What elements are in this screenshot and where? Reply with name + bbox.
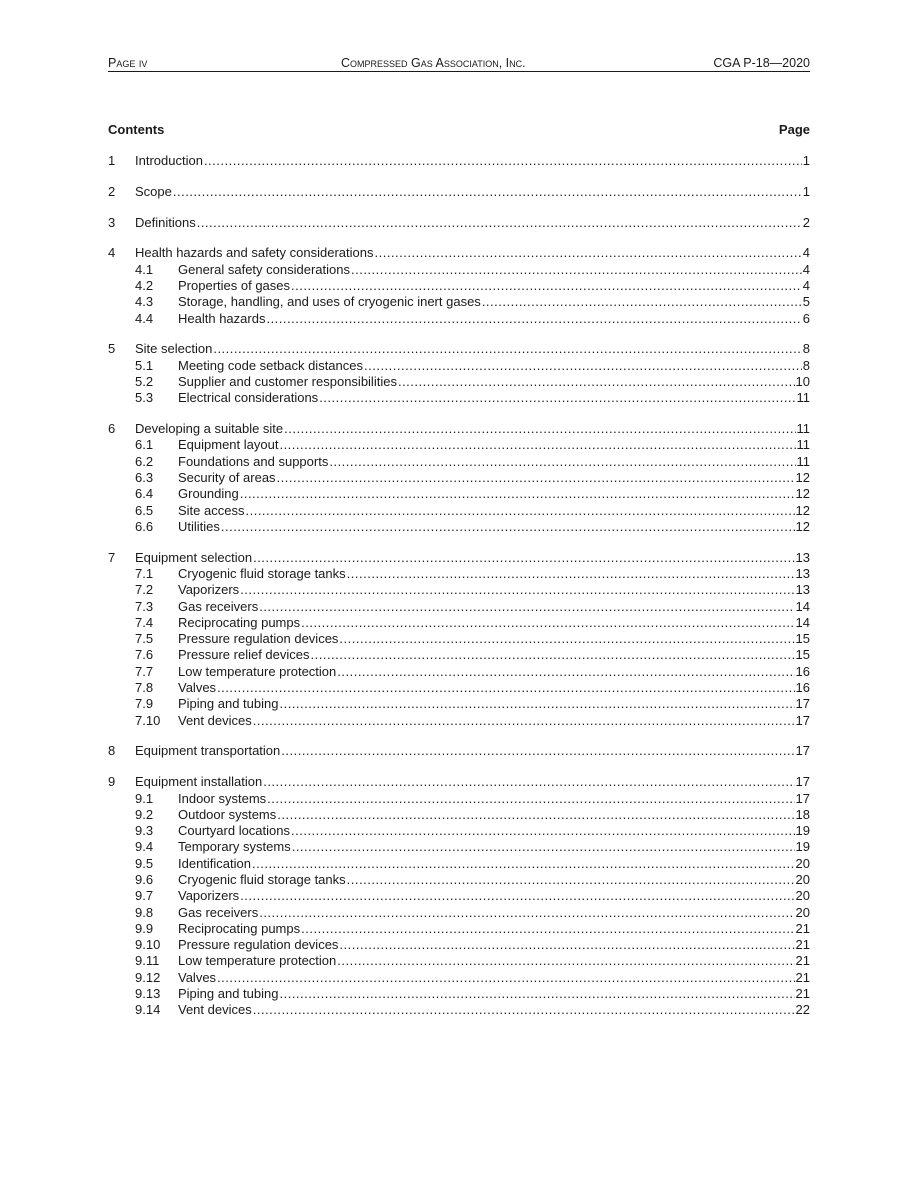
dot-leader: [266, 311, 801, 327]
header-publisher: Compressed Gas Association, Inc.: [341, 56, 526, 70]
toc-subentry[interactable]: [108, 921, 810, 937]
toc-subentry[interactable]: [108, 390, 810, 406]
section-title: Definitions: [135, 214, 196, 230]
toc-section-group: [108, 184, 810, 200]
section-title: Cryogenic fluid storage tanks: [178, 871, 346, 887]
entry-line: [178, 503, 810, 519]
section-number: 5.1: [135, 357, 154, 373]
page-number: 21: [795, 986, 810, 1002]
section-number: 1: [108, 153, 116, 168]
dot-leader: [339, 937, 794, 953]
page-number: 17: [795, 696, 810, 712]
section-title: Pressure regulation devices: [178, 937, 339, 953]
page-number: 5: [802, 294, 810, 310]
page-number: 20: [795, 888, 810, 904]
toc-subentry[interactable]: [108, 519, 810, 535]
section-title: Pressure relief devices: [178, 647, 310, 663]
page-number: 21: [795, 969, 810, 985]
dot-leader: [253, 1002, 795, 1018]
dot-leader: [245, 503, 794, 519]
section-title: Gas receivers: [178, 904, 259, 920]
section-number: 5.2: [135, 373, 154, 389]
entry-line: [135, 184, 810, 200]
page-number: 10: [795, 373, 810, 389]
toc-subentry[interactable]: [108, 294, 810, 310]
page-number: 4: [802, 245, 810, 261]
section-title: Health hazards: [178, 310, 266, 326]
section-title: Equipment installation: [135, 774, 263, 790]
section-number: 9.1: [135, 790, 154, 806]
section-title: Grounding: [178, 486, 239, 502]
page-number: 6: [802, 310, 810, 326]
dot-leader: [279, 437, 795, 453]
section-title: Vent devices: [178, 1002, 252, 1018]
page-number: 12: [795, 486, 810, 502]
header-document-id: CGA P-18—2020: [713, 56, 810, 70]
dot-leader: [291, 823, 795, 839]
entry-line: [178, 374, 810, 390]
toc-subentry[interactable]: [108, 970, 810, 986]
page-number: 4: [802, 261, 810, 277]
entry-line: [178, 953, 810, 969]
toc-section-group: [108, 550, 810, 729]
page-number: 11: [796, 390, 810, 406]
section-title: Gas receivers: [178, 598, 259, 614]
section-title: Reciprocating pumps: [178, 614, 301, 630]
entry-line: [178, 856, 810, 872]
section-title: Cryogenic fluid storage tanks: [178, 565, 346, 581]
page-number: 19: [795, 839, 810, 855]
entry-line: [178, 839, 810, 855]
section-title: General safety considerations: [178, 261, 350, 277]
entry-line: [178, 278, 810, 294]
toc-subentry[interactable]: [108, 713, 810, 729]
dot-leader: [252, 856, 795, 872]
dot-leader: [374, 245, 801, 261]
page-number: 8: [802, 357, 810, 373]
toc-entry[interactable]: [108, 245, 810, 261]
section-number: 7.10: [135, 712, 161, 728]
dot-leader: [337, 953, 794, 969]
section-title: Valves: [178, 969, 217, 985]
entry-line: [135, 550, 810, 566]
page-number: 11: [796, 437, 810, 453]
entry-line: [178, 599, 810, 615]
section-title: Vaporizers: [178, 582, 240, 598]
section-title: Courtyard locations: [178, 823, 290, 839]
toc-subentry[interactable]: [108, 374, 810, 390]
section-title: Pressure regulation devices: [178, 631, 339, 647]
section-title: Identification: [178, 855, 251, 871]
page-number: 11: [796, 421, 810, 437]
toc-subentry[interactable]: [108, 599, 810, 615]
toc-subentry[interactable]: [108, 278, 810, 294]
dot-leader: [482, 294, 802, 310]
page-number: 17: [795, 712, 810, 728]
page-number: 13: [795, 565, 810, 581]
section-title: Piping and tubing: [178, 986, 279, 1002]
section-number: 7: [108, 549, 116, 565]
entry-line: [135, 215, 810, 231]
toc-subentry[interactable]: [108, 437, 810, 453]
section-number: 2: [108, 183, 116, 199]
page-number: 13: [795, 549, 810, 565]
dot-leader: [281, 743, 794, 759]
dot-leader: [259, 905, 794, 921]
toc-subentry[interactable]: [108, 311, 810, 327]
section-number: 9.7: [135, 888, 154, 904]
contents-heading: [108, 122, 810, 138]
entry-line: [178, 615, 810, 631]
toc-subentry[interactable]: [108, 470, 810, 486]
section-title: Vent devices: [178, 712, 252, 728]
dot-leader: [351, 262, 802, 278]
contents-title: Contents: [108, 122, 165, 137]
entry-line: [135, 341, 810, 357]
page-number: 1: [802, 153, 810, 168]
entry-line: [178, 390, 810, 406]
toc-section-group: [108, 743, 810, 759]
section-number: 9.11: [135, 953, 160, 969]
page-number: 17: [795, 790, 810, 806]
entry-line: [178, 454, 810, 470]
page-number: 17: [795, 774, 810, 790]
section-number: 6.1: [135, 437, 154, 453]
page-number: 17: [795, 743, 810, 759]
section-title: Equipment transportation: [135, 743, 281, 759]
section-number: 6: [108, 421, 116, 437]
toc-subentry[interactable]: [108, 953, 810, 969]
entry-line: [178, 888, 810, 904]
section-title: Outdoor systems: [178, 806, 277, 822]
dot-leader: [277, 470, 795, 486]
entry-line: [178, 437, 810, 453]
dot-leader: [279, 986, 794, 1002]
section-title: Temporary systems: [178, 839, 291, 855]
toc-entry[interactable]: [108, 184, 810, 200]
section-number: 9.13: [135, 986, 161, 1002]
dot-leader: [277, 807, 794, 823]
page-column-label: Page: [778, 122, 810, 137]
section-title: Introduction: [135, 153, 203, 168]
toc-entry[interactable]: [108, 341, 810, 357]
entry-line: [178, 986, 810, 1002]
toc-entry[interactable]: [108, 774, 810, 790]
dot-leader: [263, 774, 794, 790]
entry-line: [135, 245, 810, 261]
dot-leader: [337, 664, 794, 680]
toc-subentry[interactable]: [108, 807, 810, 823]
section-number: 4.2: [135, 277, 154, 293]
section-title: Low temperature protection: [178, 953, 337, 969]
page-number: 12: [795, 502, 810, 518]
section-title: Equipment selection: [135, 549, 253, 565]
toc-section-group: [108, 153, 810, 169]
toc-entry[interactable]: [108, 550, 810, 566]
section-number: 7.6: [135, 647, 154, 663]
section-number: 4: [108, 245, 116, 261]
toc-subentry[interactable]: [108, 791, 810, 807]
section-number: 8: [108, 743, 116, 759]
page-number: 21: [795, 953, 810, 969]
section-title: Indoor systems: [178, 790, 267, 806]
dot-leader: [204, 153, 802, 169]
toc-subentry[interactable]: [108, 486, 810, 502]
toc-section-group: [108, 341, 810, 406]
page-header: [108, 55, 810, 72]
dot-leader: [267, 791, 794, 807]
entry-line: [178, 937, 810, 953]
page-number: 4: [802, 277, 810, 293]
entry-line: [178, 791, 810, 807]
dot-leader: [240, 486, 795, 502]
section-title: Foundations and supports: [178, 453, 329, 469]
toc-subentry[interactable]: [108, 888, 810, 904]
page-number: 21: [795, 920, 810, 936]
page-number: 22: [795, 1002, 810, 1018]
entry-line: [178, 486, 810, 502]
entry-line: [178, 807, 810, 823]
toc-section-group: [108, 421, 810, 535]
toc-subentry[interactable]: [108, 680, 810, 696]
entry-line: [178, 582, 810, 598]
entry-line: [178, 566, 810, 582]
dot-leader: [217, 970, 794, 986]
section-number: 4.3: [135, 294, 154, 310]
dot-leader: [291, 278, 802, 294]
section-title: Security of areas: [178, 469, 276, 485]
entry-line: [178, 631, 810, 647]
section-title: Electrical considerations: [178, 390, 319, 406]
page-number: 21: [795, 937, 810, 953]
section-number: 9.14: [135, 1002, 161, 1018]
dot-leader: [292, 839, 795, 855]
dot-leader: [364, 358, 802, 374]
entry-line: [178, 647, 810, 663]
dot-leader: [319, 390, 795, 406]
section-title: Reciprocating pumps: [178, 920, 301, 936]
section-title: Scope: [135, 183, 172, 199]
toc-section-group: [108, 774, 810, 1018]
section-title: Developing a suitable site: [135, 421, 284, 437]
section-title: Storage, handling, and uses of cryogenic inert gases: [178, 294, 481, 310]
page-number: 12: [795, 469, 810, 485]
page-number: 16: [795, 680, 810, 696]
section-number: 7.3: [135, 598, 154, 614]
page-number: 20: [795, 904, 810, 920]
section-number: 9.6: [135, 871, 154, 887]
section-number: 7.7: [135, 663, 154, 679]
page-number: 14: [795, 598, 810, 614]
section-title: Site selection: [135, 341, 213, 357]
entry-line: [178, 872, 810, 888]
entry-line: [135, 153, 810, 169]
toc-subentry[interactable]: [108, 566, 810, 582]
section-number: 4.1: [135, 261, 154, 277]
toc-subentry[interactable]: [108, 1002, 810, 1018]
entry-line: [178, 519, 810, 535]
section-title: Properties of gases: [178, 277, 291, 293]
section-number: 6.5: [135, 502, 154, 518]
toc-entry[interactable]: [108, 743, 810, 759]
section-number: 7.1: [135, 565, 154, 581]
toc-subentry[interactable]: [108, 905, 810, 921]
toc-subentry[interactable]: [108, 823, 810, 839]
section-title: Utilities: [178, 518, 220, 534]
dot-leader: [173, 184, 802, 200]
section-number: 9.8: [135, 904, 154, 920]
entry-line: [178, 921, 810, 937]
page-number: 13: [795, 582, 810, 598]
toc-section-group: [108, 215, 810, 231]
section-title: Site access: [178, 502, 245, 518]
toc-subentry[interactable]: [108, 664, 810, 680]
section-number: 3: [108, 214, 116, 230]
entry-line: [178, 713, 810, 729]
toc-subentry[interactable]: [108, 454, 810, 470]
section-number: 6.6: [135, 518, 154, 534]
page-number: 16: [795, 663, 810, 679]
entry-line: [178, 970, 810, 986]
section-number: 7.8: [135, 680, 154, 696]
dot-leader: [329, 454, 795, 470]
section-number: 9.9: [135, 920, 154, 936]
section-title: Health hazards and safety considerations: [135, 245, 374, 261]
entry-line: [178, 696, 810, 712]
dot-leader: [279, 696, 794, 712]
dot-leader: [197, 215, 802, 231]
dot-leader: [347, 872, 795, 888]
page-number: 20: [795, 871, 810, 887]
dot-leader: [347, 566, 795, 582]
section-number: 7.5: [135, 631, 154, 647]
section-title: Low temperature protection: [178, 663, 337, 679]
section-number: 6.4: [135, 486, 154, 502]
dot-leader: [398, 374, 795, 390]
dot-leader: [301, 615, 794, 631]
section-title: Meeting code setback distances: [178, 357, 363, 373]
section-number: 9.4: [135, 839, 154, 855]
dot-leader: [221, 519, 795, 535]
toc-subentry[interactable]: [108, 647, 810, 663]
section-number: 9.2: [135, 806, 154, 822]
section-title: Valves: [178, 680, 217, 696]
page-number: 2: [802, 214, 810, 230]
dot-leader: [339, 631, 794, 647]
toc-subentry[interactable]: [108, 872, 810, 888]
section-number: 9: [108, 774, 116, 790]
section-number: 9.10: [135, 937, 161, 953]
entry-line: [178, 470, 810, 486]
table-of-contents: [108, 153, 810, 1033]
section-title: Vaporizers: [178, 888, 240, 904]
dot-leader: [284, 421, 795, 437]
toc-entry[interactable]: [108, 153, 810, 169]
toc-subentry[interactable]: [108, 839, 810, 855]
page-number: 15: [795, 631, 810, 647]
section-number: 4.4: [135, 310, 154, 326]
entry-line: [178, 664, 810, 680]
dot-leader: [253, 550, 794, 566]
toc-subentry[interactable]: [108, 856, 810, 872]
dot-leader: [259, 599, 794, 615]
dot-leader: [253, 713, 795, 729]
page-number: 12: [795, 518, 810, 534]
entry-line: [178, 358, 810, 374]
entry-line: [178, 262, 810, 278]
toc-subentry[interactable]: [108, 615, 810, 631]
toc-subentry[interactable]: [108, 503, 810, 519]
toc-subentry[interactable]: [108, 582, 810, 598]
entry-line: [178, 294, 810, 310]
header-page-number: Page iv: [108, 56, 148, 70]
section-title: Equipment layout: [178, 437, 279, 453]
section-number: 5.3: [135, 390, 154, 406]
toc-section-group: [108, 245, 810, 326]
section-number: 6.3: [135, 469, 154, 485]
toc-entry[interactable]: [108, 421, 810, 437]
entry-line: [178, 905, 810, 921]
dot-leader: [311, 647, 795, 663]
dot-leader: [240, 582, 794, 598]
entry-line: [135, 743, 810, 759]
toc-subentry[interactable]: [108, 696, 810, 712]
entry-line: [178, 823, 810, 839]
section-number: 9.5: [135, 855, 154, 871]
page-number: 18: [795, 806, 810, 822]
page-number: 8: [802, 341, 810, 357]
section-number: 9.12: [135, 969, 161, 985]
entry-line: [135, 774, 810, 790]
dot-leader: [213, 341, 801, 357]
entry-line: [178, 680, 810, 696]
toc-subentry[interactable]: [108, 262, 810, 278]
section-number: 9.3: [135, 823, 154, 839]
entry-line: [178, 311, 810, 327]
section-number: 6.2: [135, 453, 154, 469]
page-number: 11: [796, 453, 810, 469]
page-number: 19: [795, 823, 810, 839]
section-number: 7.2: [135, 582, 154, 598]
toc-subentry[interactable]: [108, 358, 810, 374]
dot-leader: [240, 888, 794, 904]
dot-leader: [301, 921, 794, 937]
page-number: 1: [802, 183, 810, 199]
entry-line: [135, 421, 810, 437]
section-title: Piping and tubing: [178, 696, 279, 712]
section-number: 7.9: [135, 696, 154, 712]
page-number: 14: [795, 614, 810, 630]
dot-leader: [217, 680, 794, 696]
section-number: 5: [108, 341, 116, 357]
toc-subentry[interactable]: [108, 631, 810, 647]
toc-subentry[interactable]: [108, 986, 810, 1002]
page-number: 15: [795, 647, 810, 663]
section-number: 7.4: [135, 614, 154, 630]
toc-entry[interactable]: [108, 215, 810, 231]
page-number: 20: [795, 855, 810, 871]
entry-line: [178, 1002, 810, 1018]
toc-subentry[interactable]: [108, 937, 810, 953]
section-title: Supplier and customer responsibilities: [178, 373, 397, 389]
